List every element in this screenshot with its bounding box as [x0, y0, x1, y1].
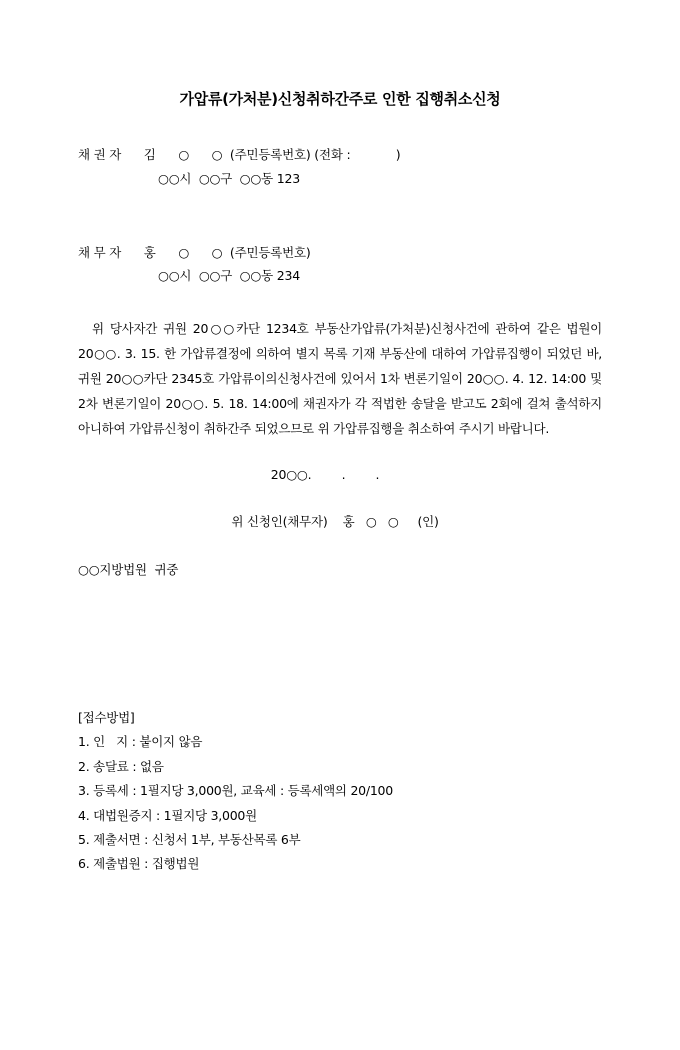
- body-paragraph: 위 당사자간 귀원 20○○카단 1234호 부동산가압류(가처분)신청사건에 관하여 같은 법원이 20○○. 3. 15. 한 가압류결정에 의하여 별지 목록 기재 부동산에 대하여 가압류집행이 되었던 바, 귀원 20○○카단 2345호 가압류이의신청사건에 있어서 1차 변론기일이 20○○. 4. 12. 14:00 및 2차 변론기일이 20○○. 5. 18. 14:00에 채권자가 각 적법한 송달을 받고도 2회에 걸쳐 출석하지 아니하여 가압류신청이 취하간주 되었으므로 위 가압류집행을 취소하여 주시기 바랍니다.: [78, 321, 602, 436]
- notes-item: 3. 등록세 : 1필지당 3,000원, 교육세 : 등록세액의 20/100: [78, 783, 393, 799]
- notes-item: 5. 제출서면 : 신청서 1부, 부동산목록 6부: [78, 831, 301, 847]
- applicant-signature-line: 위 신청인(채무자) 홍 ○ ○ (인): [231, 514, 439, 529]
- creditor-block: [0, 143, 680, 191]
- notes-item: 2. 송달료 : 없음: [78, 758, 164, 774]
- debtor-block: [0, 241, 680, 289]
- debtor-address: ○○시 ○○구 ○○동 234: [158, 268, 300, 284]
- date-line: 20○○. . .: [270, 467, 380, 482]
- notes-item: 6. 제출법원 : 집행법원: [78, 856, 200, 872]
- notes-heading: [접수방법]: [78, 710, 135, 725]
- notes-item: 1. 인 지 : 붙이지 않음: [78, 734, 203, 750]
- court-line: ○○지방법원 귀중: [78, 562, 179, 577]
- creditor-line: 채 권 자 김 ○ ○ (주민등록번호) (전화 : ): [78, 147, 401, 162]
- submission-notes: [78, 706, 393, 877]
- document-page: [0, 88, 680, 1050]
- creditor-address: ○○시 ○○구 ○○동 123: [158, 170, 300, 186]
- page-title: 가압류(가처분)신청취하간주로 인한 집행취소신청: [179, 90, 501, 108]
- notes-item: 4. 대법원증지 : 1필지당 3,000원: [78, 807, 257, 823]
- debtor-line: 채 무 자 홍 ○ ○ (주민등록번호): [78, 244, 311, 260]
- block-spacer: [0, 191, 680, 207]
